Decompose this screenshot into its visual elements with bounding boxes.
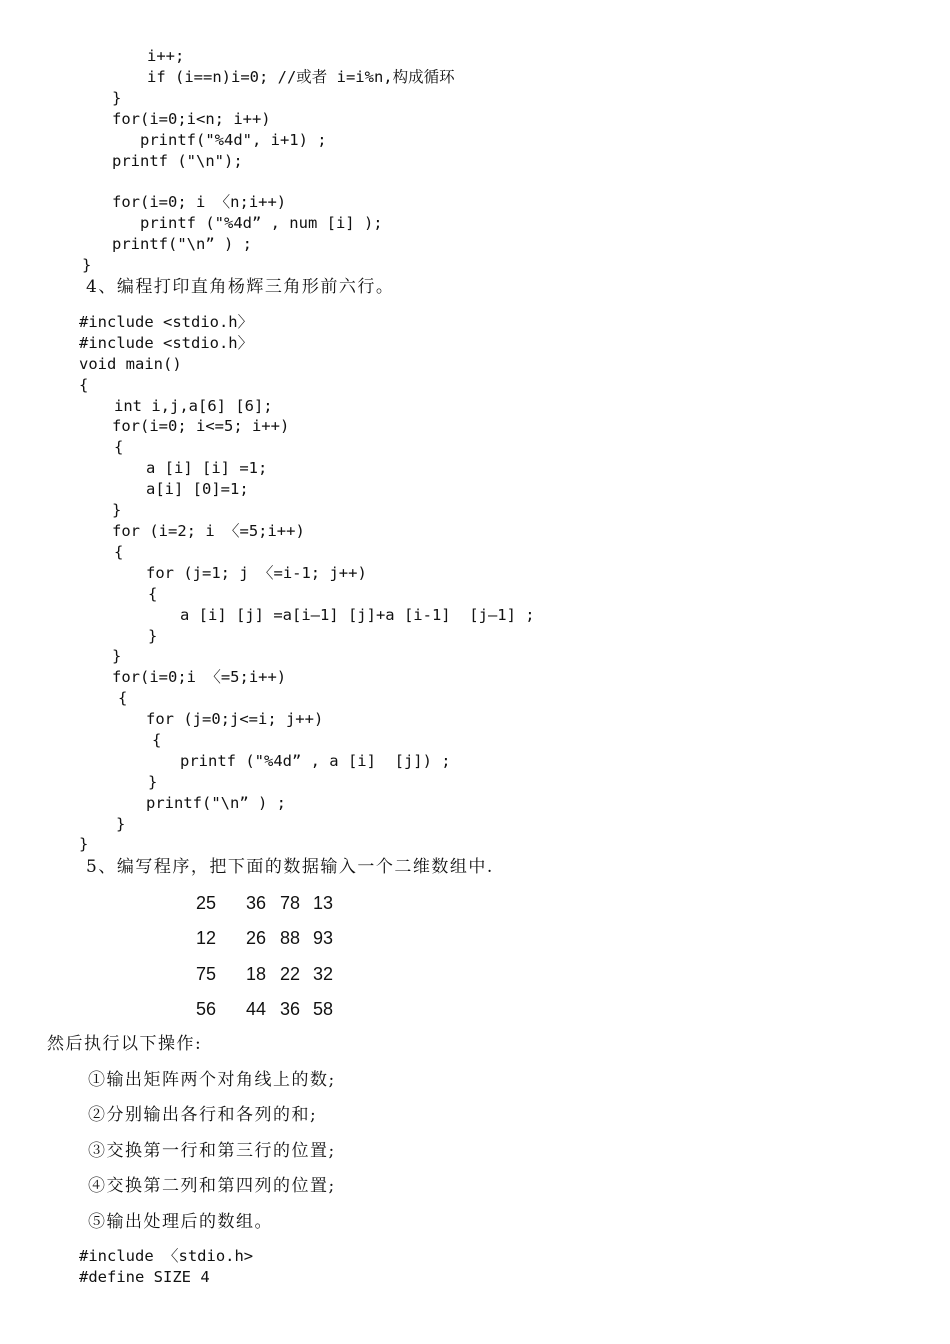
code-line: for(i=0;i<n; i++) xyxy=(112,110,271,128)
code-line: { xyxy=(114,438,124,456)
code-line: printf ("%4d” , num [i] ); xyxy=(140,214,383,232)
matrix-cell: 88 xyxy=(280,928,301,948)
matrix-cell: 75 xyxy=(196,964,217,984)
code-line: } xyxy=(112,501,122,519)
operation-item: ④交换第二列和第四列的位置; xyxy=(88,1176,336,1196)
matrix-cell: 32 xyxy=(313,964,334,984)
code-line: printf ("\n"); xyxy=(112,152,243,170)
code-line: { xyxy=(114,543,124,561)
code-line: #include <stdio.h〉 xyxy=(79,313,254,331)
matrix-cell: 56 xyxy=(196,999,217,1019)
code-line: #include 〈stdio.h> xyxy=(79,1247,254,1265)
code-line: } xyxy=(112,647,122,665)
operation-item: ②分别输出各行和各列的和; xyxy=(88,1105,318,1125)
code-line: void main() xyxy=(79,355,182,373)
code-line: for(i=0; i 〈n;i++) xyxy=(112,193,287,211)
operations-intro: 然后执行以下操作: xyxy=(47,1034,203,1054)
code-line: { xyxy=(152,731,162,749)
matrix-cell: 12 xyxy=(196,928,217,948)
matrix-cell: 36 xyxy=(280,999,301,1019)
matrix-cell: 13 xyxy=(313,893,334,913)
code-line: for (j=0;j<=i; j++) xyxy=(146,710,324,728)
code-line: printf("\n” ) ; xyxy=(146,794,286,812)
code-line: } xyxy=(82,256,92,274)
question-4-title: 4、编程打印直角杨辉三角形前六行。 xyxy=(86,277,395,297)
code-line: a[i] [0]=1; xyxy=(146,480,249,498)
operation-item: ⑤输出处理后的数组。 xyxy=(88,1212,273,1232)
matrix-cell: 26 xyxy=(246,928,267,948)
code-line: #include <stdio.h〉 xyxy=(79,334,254,352)
code-line: if (i==n)i=0; //或者 i=i%n,构成循环 xyxy=(147,68,455,86)
matrix-cell: 44 xyxy=(246,999,267,1019)
code-line: { xyxy=(118,689,128,707)
code-line: { xyxy=(148,585,158,603)
matrix-cell: 78 xyxy=(280,893,301,913)
code-line: printf("\n” ) ; xyxy=(112,235,252,253)
code-line: } xyxy=(112,89,122,107)
code-line: } xyxy=(79,835,89,853)
matrix-cell: 25 xyxy=(196,893,217,913)
code-line: } xyxy=(148,773,158,791)
question-5-title: 5、编写程序，把下面的数据输入一个二维数组中. xyxy=(86,857,494,877)
matrix-cell: 93 xyxy=(313,928,334,948)
code-line: } xyxy=(148,627,158,645)
code-line: { xyxy=(79,376,89,394)
code-line: #define SIZE 4 xyxy=(79,1268,210,1286)
code-line: a [i] [i] =1; xyxy=(146,459,268,477)
code-line: a [i] [j] =a[i—1] [j]+a [i-1] [j—1] ; xyxy=(180,606,535,624)
code-line: for(i=0; i<=5; i++) xyxy=(112,417,290,435)
code-line: int i,j,a[6] [6]; xyxy=(114,397,273,415)
code-line: for (i=2; i 〈=5;i++) xyxy=(112,522,305,540)
matrix-cell: 36 xyxy=(246,893,267,913)
code-line: for(i=0;i 〈=5;i++) xyxy=(112,668,287,686)
matrix-cell: 22 xyxy=(280,964,301,984)
operation-item: ①输出矩阵两个对角线上的数; xyxy=(88,1070,336,1090)
code-line: printf ("%4d” , a [i] [j]) ; xyxy=(180,752,451,770)
matrix-cell: 58 xyxy=(313,999,334,1019)
code-line: } xyxy=(116,815,126,833)
code-line: i++; xyxy=(147,47,185,65)
operation-item: ③交换第一行和第三行的位置; xyxy=(88,1141,336,1161)
matrix-cell: 18 xyxy=(246,964,267,984)
code-line: printf("%4d", i+1) ; xyxy=(140,131,327,149)
code-line: for (j=1; j 〈=i-1; j++) xyxy=(146,564,367,582)
